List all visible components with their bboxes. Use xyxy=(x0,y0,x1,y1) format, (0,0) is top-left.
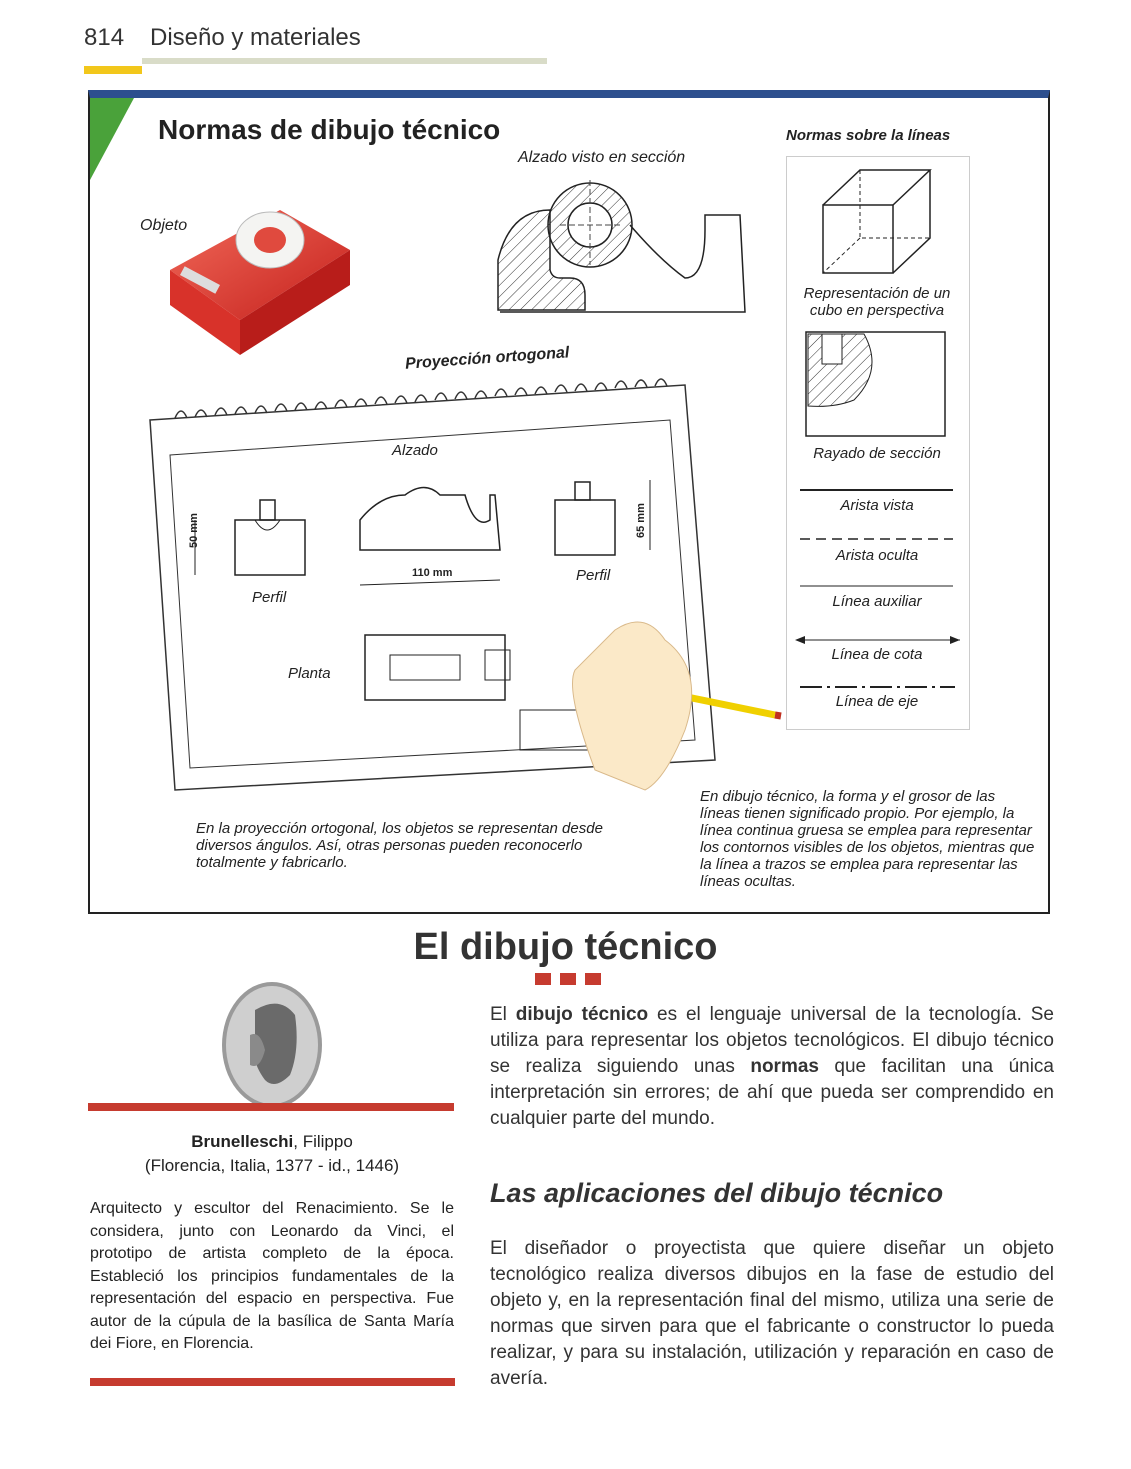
article-title: El dibujo técnico xyxy=(413,926,718,968)
bio-bottom-bar xyxy=(90,1378,455,1386)
planta-label: Planta xyxy=(288,665,331,682)
line-type-hidden: Arista oculta xyxy=(835,547,919,564)
corner-triangle xyxy=(90,98,134,180)
hatch-caption: Rayado de sección xyxy=(813,445,941,462)
line-type-dimension: Línea de cota xyxy=(831,646,923,663)
bio-name: Brunelleschi, Filippo (Florencia, Italia, 1377 - id., 1446) xyxy=(144,1132,400,1175)
line-type-axis: Línea de eje xyxy=(835,693,919,710)
intro-paragraph: El dibujo técnico es el lenguaje universal de la tecnología. Se utiliza para representar los objetos tecnológicos. El dibujo técnico se realiza siguiendo unas normas que facilitan una única interpretación sin errores; de ahí que pueda ser comprendido en cualquier parte del mundo. xyxy=(490,1004,1054,1129)
perfil-right-label: Perfil xyxy=(576,567,611,584)
section-heading: Diseño y materiales xyxy=(150,24,361,51)
page-number: 814 xyxy=(84,24,125,51)
projection-label: Proyección ortogonal xyxy=(404,344,570,373)
tape-dispenser-photo xyxy=(150,170,390,370)
bio-text: Arquitecto y escultor del Renacimiento. Se le considera, junto con Leonardo da Vinci, el prototipo de artista completo de la época. Estableció los principios fundamentales de la representación del espacio en perspectiva. Fue autor de la cúpula de la basílica de Santa María dei Fiore, en Florencia. xyxy=(90,1200,454,1352)
applications-paragraph: El diseñador o proyectista que quiere diseñar un objeto tecnológico realiza diversos dibujos en la fase de estudio del objeto y, en la representación final del mismo, utiliza una serie de normas que sirven para que el fabricante o constructor lo pueda realizar, y para su instalación, utilización y reparación en caso de avería. xyxy=(490,1238,1054,1389)
header-rule xyxy=(142,58,547,64)
caption-lines: En dibujo técnico, la forma y el grosor de las líneas tienen significado propio. Por ejemplo, la línea continua gruesa se emplea para representar los contornos visibles de los objetos, mientras que la línea a trazos se emplea para representar las líneas ocultas. xyxy=(700,788,1035,890)
dimension-110: 110 mm xyxy=(412,567,453,579)
section-heading-applications: Las aplicaciones del dibujo técnico xyxy=(490,1178,944,1208)
bio-top-bar xyxy=(88,1103,454,1111)
dimension-50: 50 mm xyxy=(188,513,200,548)
cube-drawing xyxy=(815,165,935,280)
hatch-drawing xyxy=(804,330,949,438)
header-accent-bar xyxy=(84,66,142,74)
alzado-label: Alzado xyxy=(392,442,438,459)
section-view-label: Alzado visto en sección xyxy=(518,149,686,166)
title-squares xyxy=(535,973,601,985)
object-label: Objeto xyxy=(140,217,188,234)
cube-caption: Representación de un cubo en perspectiva xyxy=(803,285,951,319)
notebook-drawing xyxy=(145,370,785,800)
caption-projection: En la proyección ortogonal, los objetos se representan desde diversos ángulos. Así, otras personas pueden reconocerlo totalmente y fabricarlo. xyxy=(196,820,603,871)
section-view-drawing xyxy=(490,170,750,320)
dimension-65: 65 mm xyxy=(635,503,647,538)
lines-panel-title: Normas sobre la líneas xyxy=(786,127,951,144)
line-type-visible: Arista vista xyxy=(840,497,914,514)
figure-title: Normas de dibujo técnico xyxy=(158,114,501,145)
brunelleschi-portrait xyxy=(220,980,324,1110)
line-type-auxiliary: Línea auxiliar xyxy=(832,593,922,610)
perfil-left-label: Perfil xyxy=(252,589,287,606)
